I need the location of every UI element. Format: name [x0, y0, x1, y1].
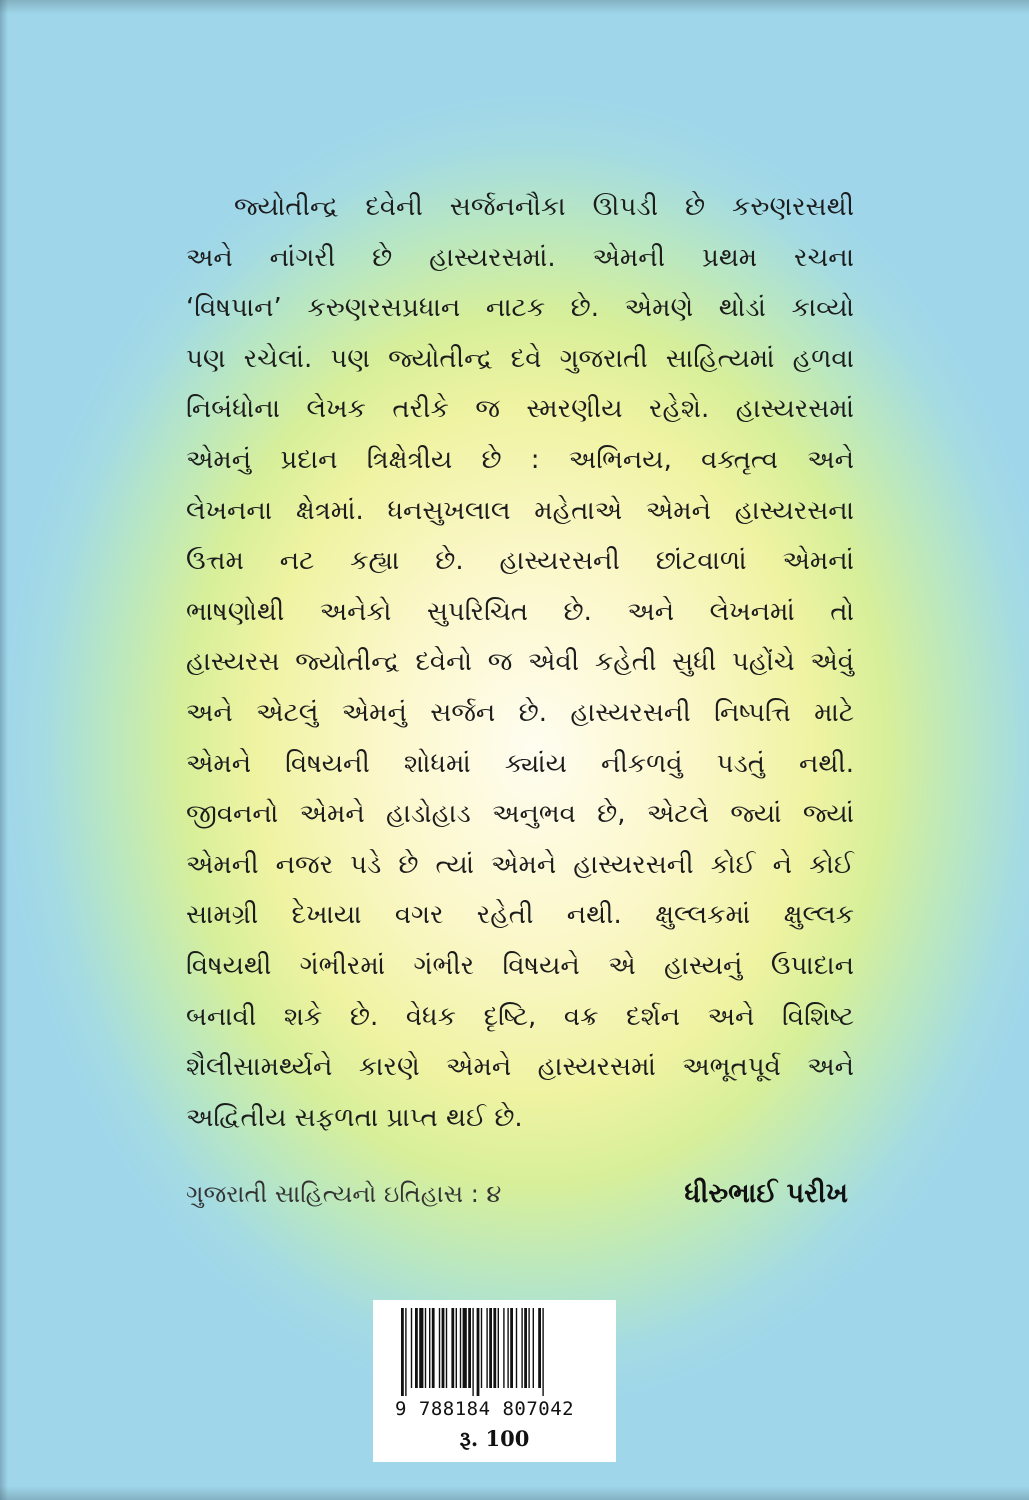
- blurb-line: હાસ્યરસ જ્યોતીન્દ્ર દવેનો જ એવી કહેતી સુધી પહોંચે એવું: [186, 647, 854, 678]
- barcode-bar: [507, 1308, 508, 1388]
- barcode-bar: [405, 1308, 406, 1396]
- barcode-bar: [498, 1308, 499, 1388]
- barcode-bar: [524, 1308, 527, 1388]
- barcode-bar: [432, 1308, 435, 1388]
- barcode-bar: [401, 1308, 404, 1396]
- barcode-bar: [477, 1308, 480, 1396]
- blurb-line: ઉત્તમ નટ કહ્યા છે. હાસ્યરસની છાંટવાળાં એમનાં: [186, 546, 854, 577]
- barcode-bar: [451, 1308, 454, 1388]
- cover-edge-top: [0, 0, 1029, 14]
- barcode-bar: [442, 1308, 445, 1388]
- barcode-bar: [463, 1308, 467, 1388]
- author-name: ધીરુભાઈ પરીખ: [684, 1178, 848, 1209]
- barcode-bar: [489, 1308, 492, 1388]
- cover-edge-left: [0, 0, 8, 1500]
- barcode-bar: [521, 1308, 522, 1388]
- blurb-line: એમને વિષયની શોધમાં ક્યાંય નીકળવું પડતું નથી.: [186, 748, 854, 779]
- barcode-bar: [503, 1308, 504, 1388]
- isbn-barcode: [373, 1300, 616, 1462]
- cover-edge-bottom: [0, 1486, 1029, 1500]
- barcode-bar: [542, 1308, 543, 1396]
- barcode-bar: [516, 1308, 517, 1388]
- price-label: રૂ. 100: [459, 1426, 530, 1451]
- barcode-bars: [401, 1308, 591, 1396]
- blurb-line: અને નાંગરી છે હાસ્યરસમાં. એમની પ્રથમ રચના: [186, 242, 854, 273]
- blurb-line: પણ રચેલાં. પણ જ્યોતીન્દ્ર દવે ગુજરાતી સાહિત્યમાં હળવા: [186, 343, 854, 374]
- barcode-bar: [472, 1308, 473, 1396]
- blurb-line: અદ્વિતીય સફળતા પ્રાપ્ત થઈ છે.: [186, 1102, 523, 1133]
- blurb-line: બનાવી શકે છે. વેધક દૃષ્ટિ, વક્ર દર્શન અને વિશિષ્ટ: [186, 1001, 854, 1032]
- blurb-line: નિબંધોના લેખક તરીકે જ સ્મરણીય રહેશે. હાસ્યરસમાં: [186, 394, 854, 425]
- barcode-bar: [486, 1308, 487, 1388]
- blurb-line: જ્યોતીન્દ્ર દવેની સર્જનનૌકા ઊપડી છે કરુણરસથી: [234, 192, 854, 222]
- blurb-line: લેખનના ક્ષેત્રમાં. ધનસુખલાલ મહેતાએ એમને હાસ્યરસના: [186, 495, 854, 526]
- barcode-bar: [538, 1308, 541, 1388]
- barcode-bar: [468, 1308, 471, 1388]
- barcode-bar: [493, 1308, 496, 1388]
- barcode-bar: [528, 1308, 529, 1388]
- attribution: [186, 1172, 848, 1216]
- barcode-bar: [510, 1308, 513, 1388]
- barcode-bar: [415, 1308, 418, 1388]
- source-citation: ગુજરાતી સાહિત્યનો ઇતિહાસ : ૪: [186, 1180, 502, 1208]
- barcode-bar: [460, 1308, 461, 1388]
- blurb-line: ભાષણોથી અનેકો સુપરિચિત છે. અને લેખનમાં તો: [186, 596, 854, 627]
- barcode-bar: [411, 1308, 412, 1388]
- blurb-line: સામગ્રી દેખાયા વગર રહેતી નથી. ક્ષુલ્લકમાં ક્ષુલ્લક: [186, 900, 854, 931]
- barcode-bar: [429, 1308, 430, 1388]
- blurb-paragraph: [186, 182, 854, 1143]
- barcode-bar: [439, 1308, 440, 1388]
- barcode-bar: [425, 1308, 426, 1388]
- barcode-bar: [481, 1308, 482, 1388]
- blurb-line: એમનું પ્રદાન ત્રિક્ષેત્રીય છે : અભિનય, વક્તૃત્વ અને: [186, 444, 854, 475]
- blurb-line: અને એટલું એમનું સર્જન છે. હાસ્યરસની નિષ્પત્તિ માટે: [186, 697, 854, 728]
- blurb-line: વિષયથી ગંભીરમાં ગંભીર વિષયને એ હાસ્યનું ઉપાદાન: [186, 950, 854, 981]
- barcode-bar: [419, 1308, 423, 1388]
- barcode-bar: [446, 1308, 447, 1388]
- barcode-bar: [456, 1308, 457, 1388]
- blurb-line: શૈલીસામર્થ્યને કારણે એમને હાસ્યરસમાં અભૂતપૂર્વ અને: [186, 1052, 854, 1083]
- barcode-bar: [533, 1308, 534, 1388]
- blurb-line: એમની નજર પડે છે ત્યાં એમને હાસ્યરસની કોઈ ને કોઈ: [186, 849, 854, 880]
- blurb-line: જીવનનો એમને હાડોહાડ અનુભવ છે, એટલે જ્યાં જ્યાં: [186, 799, 854, 830]
- blurb-line: ‘વિષપાન’ કરુણરસપ્રધાન નાટક છે. એમણે થોડાં કાવ્યો: [186, 293, 854, 324]
- isbn-number: 9 788184 807042: [395, 1398, 575, 1420]
